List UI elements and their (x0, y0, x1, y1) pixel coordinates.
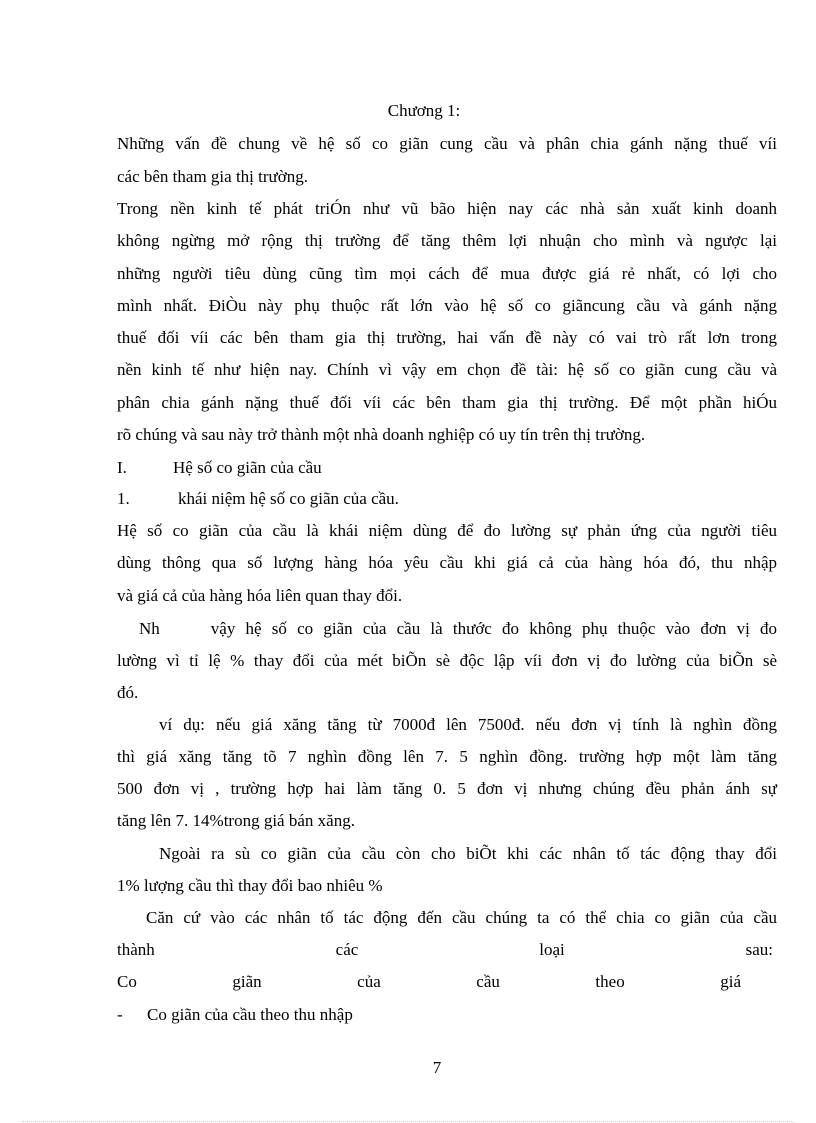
paragraph-line: Những vấn đề chung về hệ số co giãn cung cầu và phân chia gánh nặng thuế víi (117, 134, 777, 153)
paragraph-line: 1% lượng cầu thì thay đổi bao nhiêu % (117, 876, 383, 895)
page-number: 7 (432, 1058, 442, 1077)
paragraph-line: Trong nền kinh tế phát triÓn như vũ bão hiện nay các nhà sản xuất kinh doanh (117, 199, 777, 218)
paragraph-line: không ngừng mở rộng thị trường để tăng thêm lợi nhuận cho mình và ngược lại (117, 231, 777, 250)
section-heading (117, 458, 777, 478)
paragraph-line: Căn cứ vào các nhân tố tác động đến cầu chúng ta có thể chia co giãn của cầu (146, 908, 777, 927)
section-number: I. (117, 458, 127, 477)
bullet-text: Co giãn của cầu theo thu nhập (147, 1005, 353, 1024)
paragraph-line: Nh vậy hệ số co giãn của cầu là thước đo không phụ thuộc vào đơn vị đo (139, 619, 777, 638)
paragraph-line: phân chia gánh nặng thuế đối víi các bên tham gia thị trường. Để một phần hiÓu (117, 393, 777, 412)
subsection-heading (117, 489, 777, 509)
paragraph-line: 500 đơn vị , trường hợp hai làm tăng 0. 5 đơn vị nhưng chúng đều phản ánh sự (117, 779, 777, 798)
paragraph-line: rõ chúng và sau này trở thành một nhà doanh nghiệp có uy tín trên thị trường. (117, 425, 646, 444)
paragraph-line: tăng lên 7. 14%trong giá bán xăng. (117, 811, 355, 830)
subsection-heading-text: khái niệm hệ số co giãn của cầu. (178, 489, 399, 508)
section-heading-text: Hệ số co giãn của cầu (173, 458, 322, 477)
paragraph-line: lường vì tỉ lệ % thay đổi của mét biÕn sè độc lập víi đơn vị đo lường của biÕn sè (117, 651, 777, 670)
paragraph-line: đó. (117, 683, 139, 702)
bullet-mark: - (117, 1005, 123, 1024)
paragraph-line: thuế đối víi các bên tham gia thị trường, hai vấn đề này có vai trò rất lơn trong (117, 328, 777, 347)
paragraph-line: mình nhất. ĐiÒu này phụ thuộc rất lớn vào hệ số co giãncung cầu và gánh nặng (117, 296, 777, 315)
paragraph-line: ví dụ: nếu giá xăng tăng từ 7000đ lên 7500đ. nếu đơn vị tính là nghìn đồng (159, 715, 777, 734)
paragraph-line: thành các loại sau: (117, 940, 773, 959)
paragraph-line: Hệ số co giãn của cầu là khái niệm dùng để đo lường sự phản ứng của người tiêu (117, 521, 777, 540)
paragraph-line: dùng thông qua số lượng hàng hóa yêu cầu khi giá cả của hàng hóa đó, thu nhập (117, 553, 777, 572)
paragraph-line: thì giá xăng tăng tõ 7 nghìn đồng lên 7. 5 nghìn đồng. trường hợp một làm tăng (117, 747, 777, 766)
paragraph-line: và giá cả của hàng hóa liên quan thay đổi. (117, 586, 403, 605)
paragraph-line: Co giãn của cầu theo giá (117, 972, 741, 991)
subsection-number: 1. (117, 489, 130, 508)
paragraph-line: Ngoài ra sù co giãn của cầu còn cho biÕt khi các nhân tố tác động thay đổi (159, 844, 777, 863)
paragraph-line: nền kinh tế như hiện nay. Chính vì vậy em chọn đề tài: hệ số co giãn cung cầu và (117, 360, 777, 379)
chapter-title: Chương 1: (387, 101, 461, 120)
paragraph-line: các bên tham gia thị trường. (117, 167, 308, 186)
paragraph-line: những người tiêu dùng cũng tìm mọi cách để mua được giá rẻ nhất, có lợi cho (117, 264, 777, 283)
bullet-item (117, 1005, 777, 1025)
page-divider (22, 1121, 794, 1122)
